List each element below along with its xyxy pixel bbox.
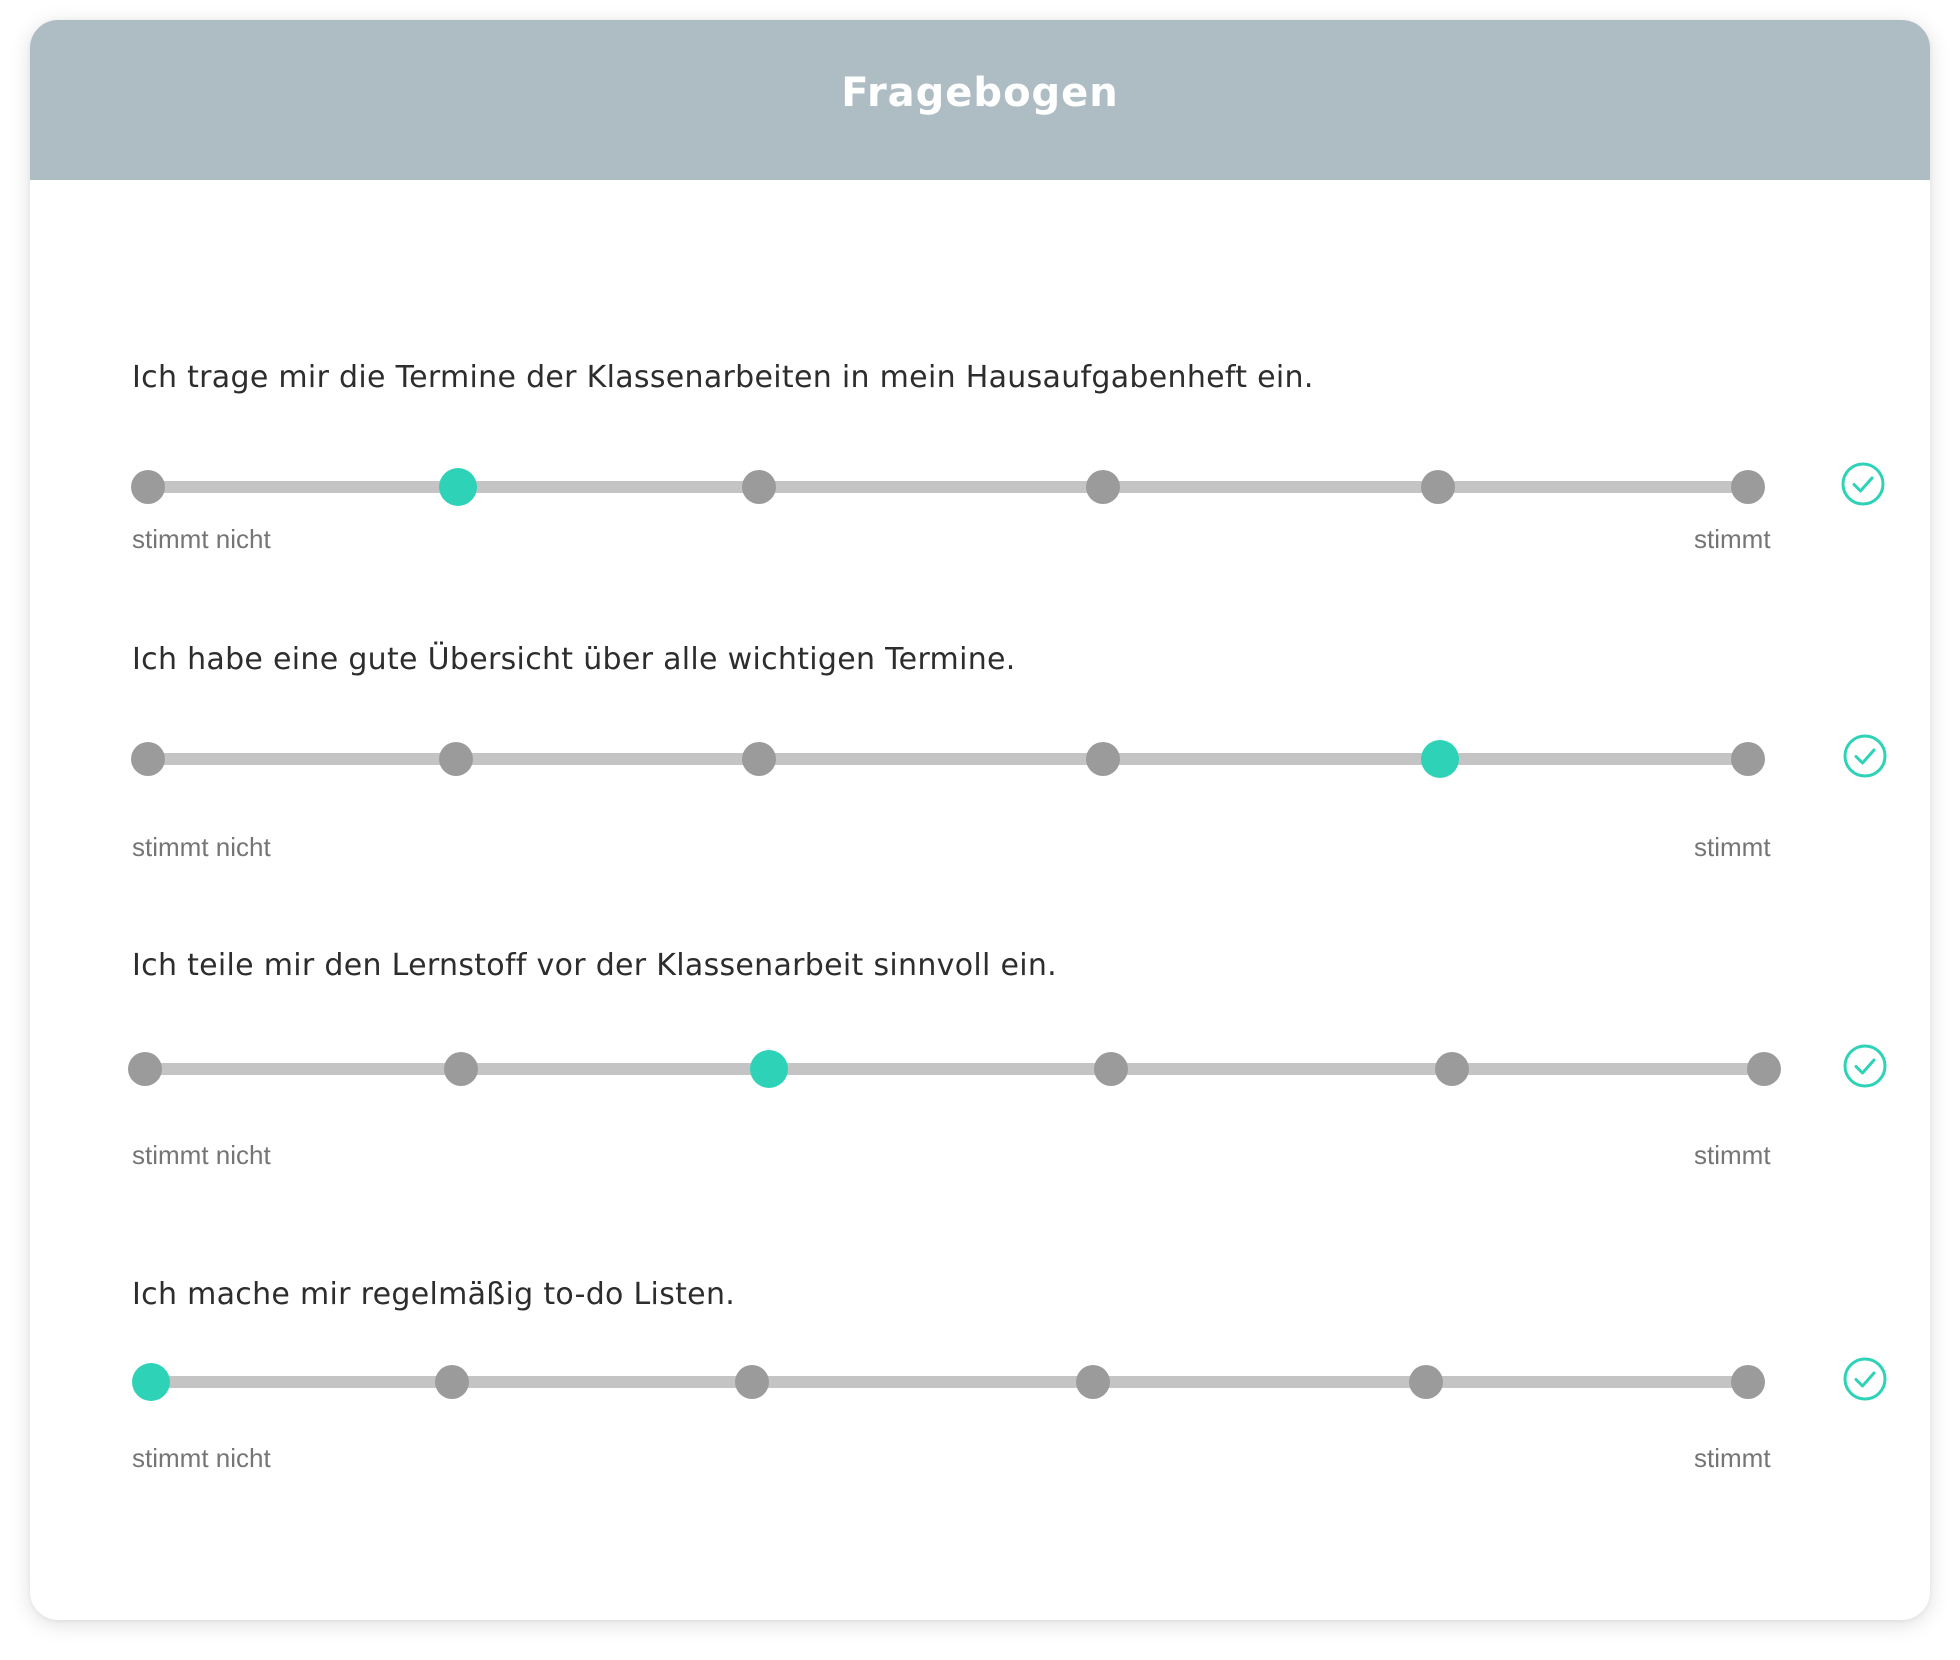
rating-scale[interactable]	[132, 1361, 1912, 1401]
scale-option-3[interactable]	[742, 470, 776, 504]
question-text: Ich mache mir regelmäßig to-do Listen.	[132, 1277, 736, 1312]
scale-track	[148, 481, 1748, 493]
scale-track	[148, 753, 1748, 765]
rating-scale[interactable]	[132, 738, 1912, 778]
scale-option-6[interactable]	[1731, 470, 1765, 504]
scale-option-2[interactable]	[439, 468, 477, 506]
scale-label-max: stimmt	[1694, 1140, 1771, 1170]
scale-option-5[interactable]	[1435, 1052, 1469, 1086]
scale-option-6[interactable]	[1731, 1365, 1765, 1399]
scale-option-4[interactable]	[1086, 470, 1120, 504]
scale-option-4[interactable]	[1086, 742, 1120, 776]
questionnaire-card	[30, 20, 1930, 1620]
page-title: Fragebogen	[841, 70, 1119, 116]
check-circle-icon	[1841, 732, 1889, 780]
scale-label-min: stimmt nicht	[132, 524, 271, 554]
header	[30, 20, 1930, 180]
scale-track	[151, 1376, 1748, 1388]
scale-option-1[interactable]	[128, 1052, 162, 1086]
scale-label-max: stimmt	[1694, 1443, 1771, 1473]
scale-label-min: stimmt nicht	[132, 832, 271, 862]
scale-option-3[interactable]	[735, 1365, 769, 1399]
question-text: Ich habe eine gute Übersicht über alle wichtigen Termine.	[132, 642, 1016, 677]
scale-option-1[interactable]	[131, 742, 165, 776]
scale-option-6[interactable]	[1747, 1052, 1781, 1086]
scale-track	[145, 1063, 1761, 1075]
scale-option-5[interactable]	[1409, 1365, 1443, 1399]
rating-scale[interactable]	[132, 466, 1912, 506]
scale-option-6[interactable]	[1731, 742, 1765, 776]
check-circle-icon	[1839, 460, 1887, 508]
check-circle-icon	[1841, 1355, 1889, 1403]
check-circle-icon	[1841, 1042, 1889, 1090]
scale-option-5[interactable]	[1421, 470, 1455, 504]
scale-option-5[interactable]	[1421, 740, 1459, 778]
scale-option-2[interactable]	[439, 742, 473, 776]
scale-option-4[interactable]	[1094, 1052, 1128, 1086]
scale-option-1[interactable]	[131, 470, 165, 504]
scale-label-max: stimmt	[1694, 832, 1771, 862]
scale-option-3[interactable]	[750, 1050, 788, 1088]
scale-option-1[interactable]	[132, 1363, 170, 1401]
scale-option-2[interactable]	[444, 1052, 478, 1086]
question-text: Ich trage mir die Termine der Klassenarbeiten in mein Hausaufgabenheft ein.	[132, 360, 1314, 395]
scale-label-min: stimmt nicht	[132, 1443, 271, 1473]
scale-option-4[interactable]	[1076, 1365, 1110, 1399]
rating-scale[interactable]	[132, 1048, 1912, 1088]
scale-label-max: stimmt	[1694, 524, 1771, 554]
scale-label-min: stimmt nicht	[132, 1140, 271, 1170]
scale-option-3[interactable]	[742, 742, 776, 776]
scale-option-2[interactable]	[435, 1365, 469, 1399]
question-text: Ich teile mir den Lernstoff vor der Klassenarbeit sinnvoll ein.	[132, 948, 1057, 983]
